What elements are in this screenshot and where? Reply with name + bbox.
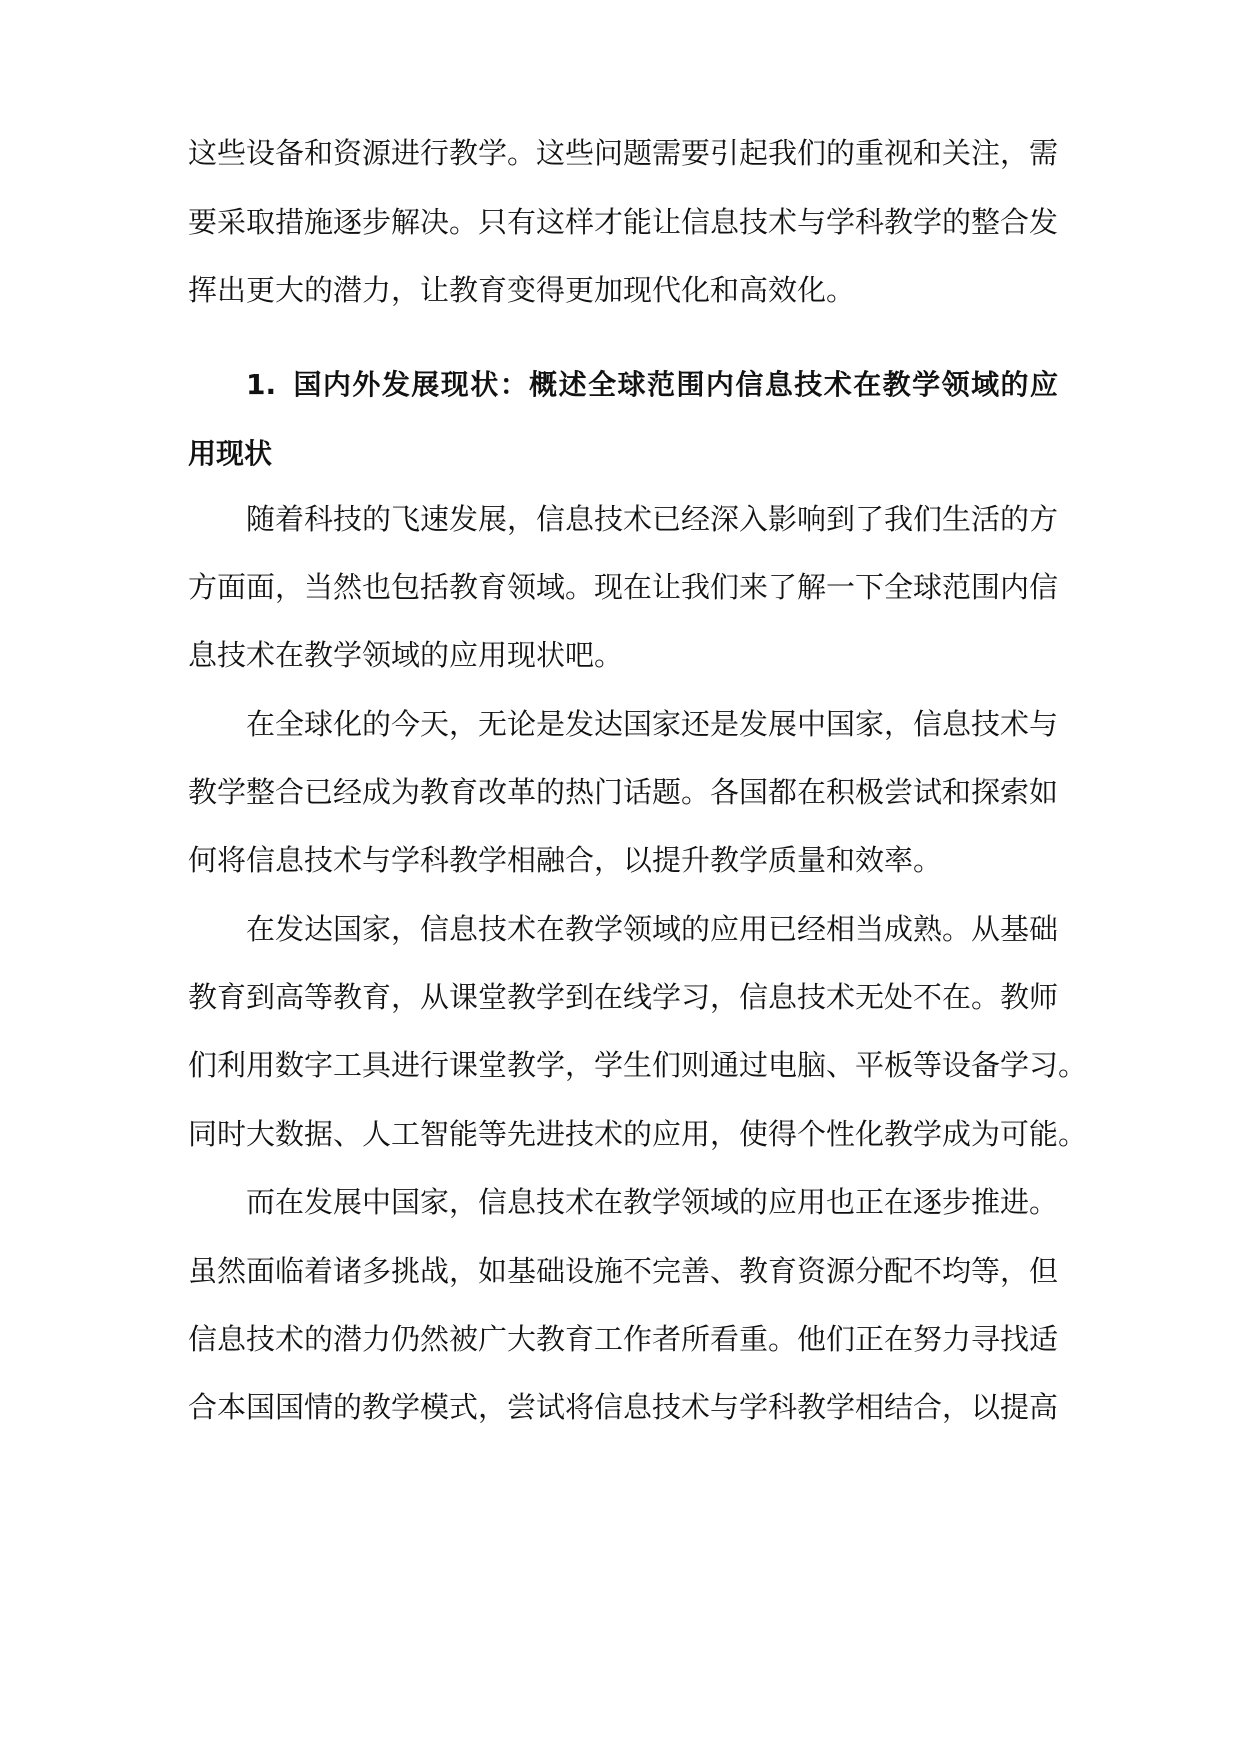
paragraph-line: 挥出更大的潜力，让教育变得更加现代化和高效化。 <box>188 273 856 307</box>
paragraph-line: 要采取措施逐步解决。只有这样才能让信息技术与学科教学的整合发 <box>188 205 1059 239</box>
paragraph-line: 方面面，当然也包括教育领域。现在让我们来了解一下全球范围内信 <box>188 570 1059 604</box>
paragraph-line: 合本国国情的教学模式，尝试将信息技术与学科教学相结合，以提高 <box>188 1390 1059 1424</box>
paragraph-line: 在发达国家，信息技术在教学领域的应用已经相当成熟。从基础 <box>246 912 1059 946</box>
paragraph-line: 们利用数字工具进行课堂教学，学生们则通过电脑、平板等设备学习。 <box>188 1048 1088 1082</box>
paragraph-line: 虽然面临着诸多挑战，如基础设施不完善、教育资源分配不均等，但 <box>188 1254 1059 1288</box>
paragraph-line: 息技术在教学领域的应用现状吧。 <box>188 638 624 672</box>
section-heading-text: 国内外发展现状：概述全球范围内信息技术在教学领域的应 <box>292 368 1058 401</box>
section-heading-continuation: 用现状 <box>188 437 273 470</box>
paragraph-line: 这些设备和资源进行教学。这些问题需要引起我们的重视和关注，需 <box>188 136 1059 170</box>
paragraph-line: 同时大数据、人工智能等先进技术的应用，使得个性化教学成为可能。 <box>188 1117 1088 1151</box>
paragraph-line: 教学整合已经成为教育改革的热门话题。各国都在积极尝试和探索如 <box>188 775 1059 809</box>
paragraph-line: 何将信息技术与学科教学相融合，以提升教学质量和效率。 <box>188 843 943 877</box>
paragraph-line: 在全球化的今天，无论是发达国家还是发展中国家，信息技术与 <box>246 707 1059 741</box>
paragraph-line: 信息技术的潜力仍然被广大教育工作者所看重。他们正在努力寻找适 <box>188 1322 1059 1356</box>
paragraph-line: 而在发展中国家，信息技术在教学领域的应用也正在逐步推进。 <box>246 1185 1059 1219</box>
paragraph-line: 教育到高等教育，从课堂教学到在线学习，信息技术无处不在。教师 <box>188 980 1059 1014</box>
section-heading-number: 1. <box>246 368 277 401</box>
section-heading <box>246 363 1058 407</box>
paragraph-line: 随着科技的飞速发展，信息技术已经深入影响到了我们生活的方 <box>246 502 1059 536</box>
